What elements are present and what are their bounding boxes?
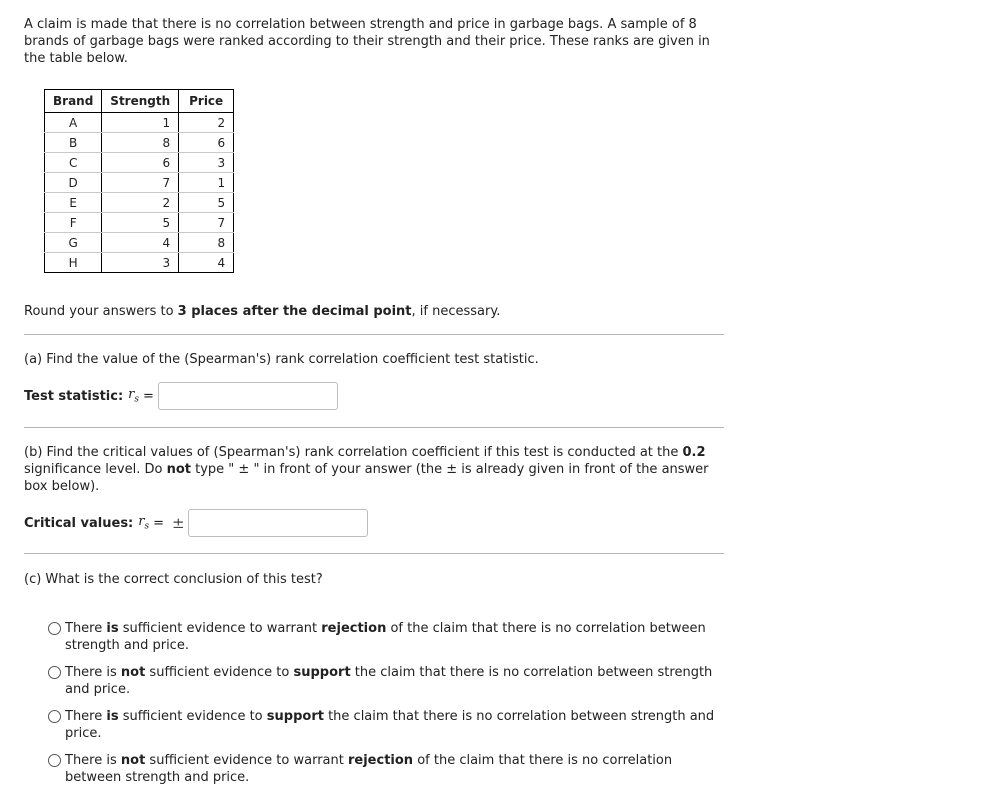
header-price: Price	[179, 90, 234, 113]
critical-values-label: Critical values:	[24, 515, 134, 531]
rounding-suffix: , if necessary.	[411, 304, 501, 319]
radio-button[interactable]	[48, 754, 61, 767]
rounding-bold: 3 places after the decimal point	[177, 304, 412, 319]
rs-symbol: $r_s$	[128, 387, 139, 405]
header-strength: Strength	[102, 90, 179, 113]
significance-level: 0.2	[682, 445, 706, 460]
divider	[24, 553, 724, 554]
rounding-prefix: Round your answers to	[24, 304, 178, 319]
conclusion-option-4[interactable]	[48, 752, 724, 786]
part-b-question: (b) Find the critical values of (Spearman's) rank correlation coefficient if this test is conducted at the 0.2 significance level. Do not type " ± " in front of your answer (the ± is already given in front of the answer box below).	[24, 445, 709, 494]
option-text: There is not sufficient evidence to warrant rejection of the claim that there is no correlation between strength and price.	[65, 753, 673, 785]
cell-price: 6	[179, 133, 234, 153]
cell-strength: 5	[102, 213, 179, 233]
conclusion-options	[48, 620, 724, 786]
test-statistic-input[interactable]	[158, 382, 338, 410]
intro-text: A claim is made that there is no correlation between strength and price in garbage bags. A sample of 8 brands of garbage bags were ranked according to their strength and their price. These ranks are given in the table below.	[24, 17, 710, 66]
cell-strength: 4	[102, 233, 179, 253]
cell-price: 5	[179, 193, 234, 213]
cell-strength: 6	[102, 153, 179, 173]
cell-brand: H	[45, 253, 102, 273]
radio-button[interactable]	[48, 666, 61, 679]
test-statistic-label: Test statistic:	[24, 388, 124, 404]
table-row	[45, 193, 234, 213]
cell-brand: D	[45, 173, 102, 193]
table-row	[45, 153, 234, 173]
plus-minus-icon: ±	[172, 514, 185, 532]
not-emphasis: not	[166, 462, 191, 477]
critical-values-row	[24, 509, 724, 537]
test-statistic-row	[24, 382, 724, 410]
cell-brand: A	[45, 113, 102, 133]
cell-brand: F	[45, 213, 102, 233]
table-row	[45, 113, 234, 133]
ranks-table	[44, 89, 234, 273]
cell-brand: G	[45, 233, 102, 253]
cell-price: 7	[179, 213, 234, 233]
part-c-question: (c) What is the correct conclusion of this test?	[24, 572, 323, 587]
option-text: There is not sufficient evidence to support the claim that there is no correlation between strength and price.	[65, 665, 713, 697]
table-row	[45, 253, 234, 273]
cell-price: 2	[179, 113, 234, 133]
equals-sign: =	[143, 388, 154, 404]
critical-value-input[interactable]	[188, 509, 368, 537]
table-row	[45, 173, 234, 193]
rs-symbol: $r_s$	[138, 514, 150, 532]
header-brand: Brand	[45, 90, 102, 113]
radio-button[interactable]	[48, 622, 61, 635]
table-row	[45, 213, 234, 233]
cell-strength: 8	[102, 133, 179, 153]
option-text: There is sufficient evidence to warrant rejection of the claim that there is no correlation between strength and price.	[65, 621, 706, 653]
cell-brand: E	[45, 193, 102, 213]
option-text: There is sufficient evidence to support the claim that there is no correlation between strength and price.	[65, 709, 715, 741]
question-page	[24, 16, 724, 796]
equals-sign: =	[153, 515, 164, 531]
cell-strength: 3	[102, 253, 179, 273]
table-row	[45, 233, 234, 253]
cell-price: 4	[179, 253, 234, 273]
table-row	[45, 133, 234, 153]
cell-price: 8	[179, 233, 234, 253]
cell-brand: C	[45, 153, 102, 173]
part-a-question: (a) Find the value of the (Spearman's) rank correlation coefficient test statistic.	[24, 352, 539, 367]
cell-price: 1	[179, 173, 234, 193]
cell-strength: 7	[102, 173, 179, 193]
rounding-instruction	[24, 303, 724, 320]
conclusion-option-2[interactable]	[48, 664, 724, 698]
conclusion-option-1[interactable]	[48, 620, 724, 654]
radio-button[interactable]	[48, 710, 61, 723]
conclusion-option-3[interactable]	[48, 708, 724, 742]
cell-brand: B	[45, 133, 102, 153]
cell-strength: 2	[102, 193, 179, 213]
divider	[24, 334, 724, 335]
divider	[24, 427, 724, 428]
cell-price: 3	[179, 153, 234, 173]
cell-strength: 1	[102, 113, 179, 133]
table-header-row	[45, 90, 234, 113]
